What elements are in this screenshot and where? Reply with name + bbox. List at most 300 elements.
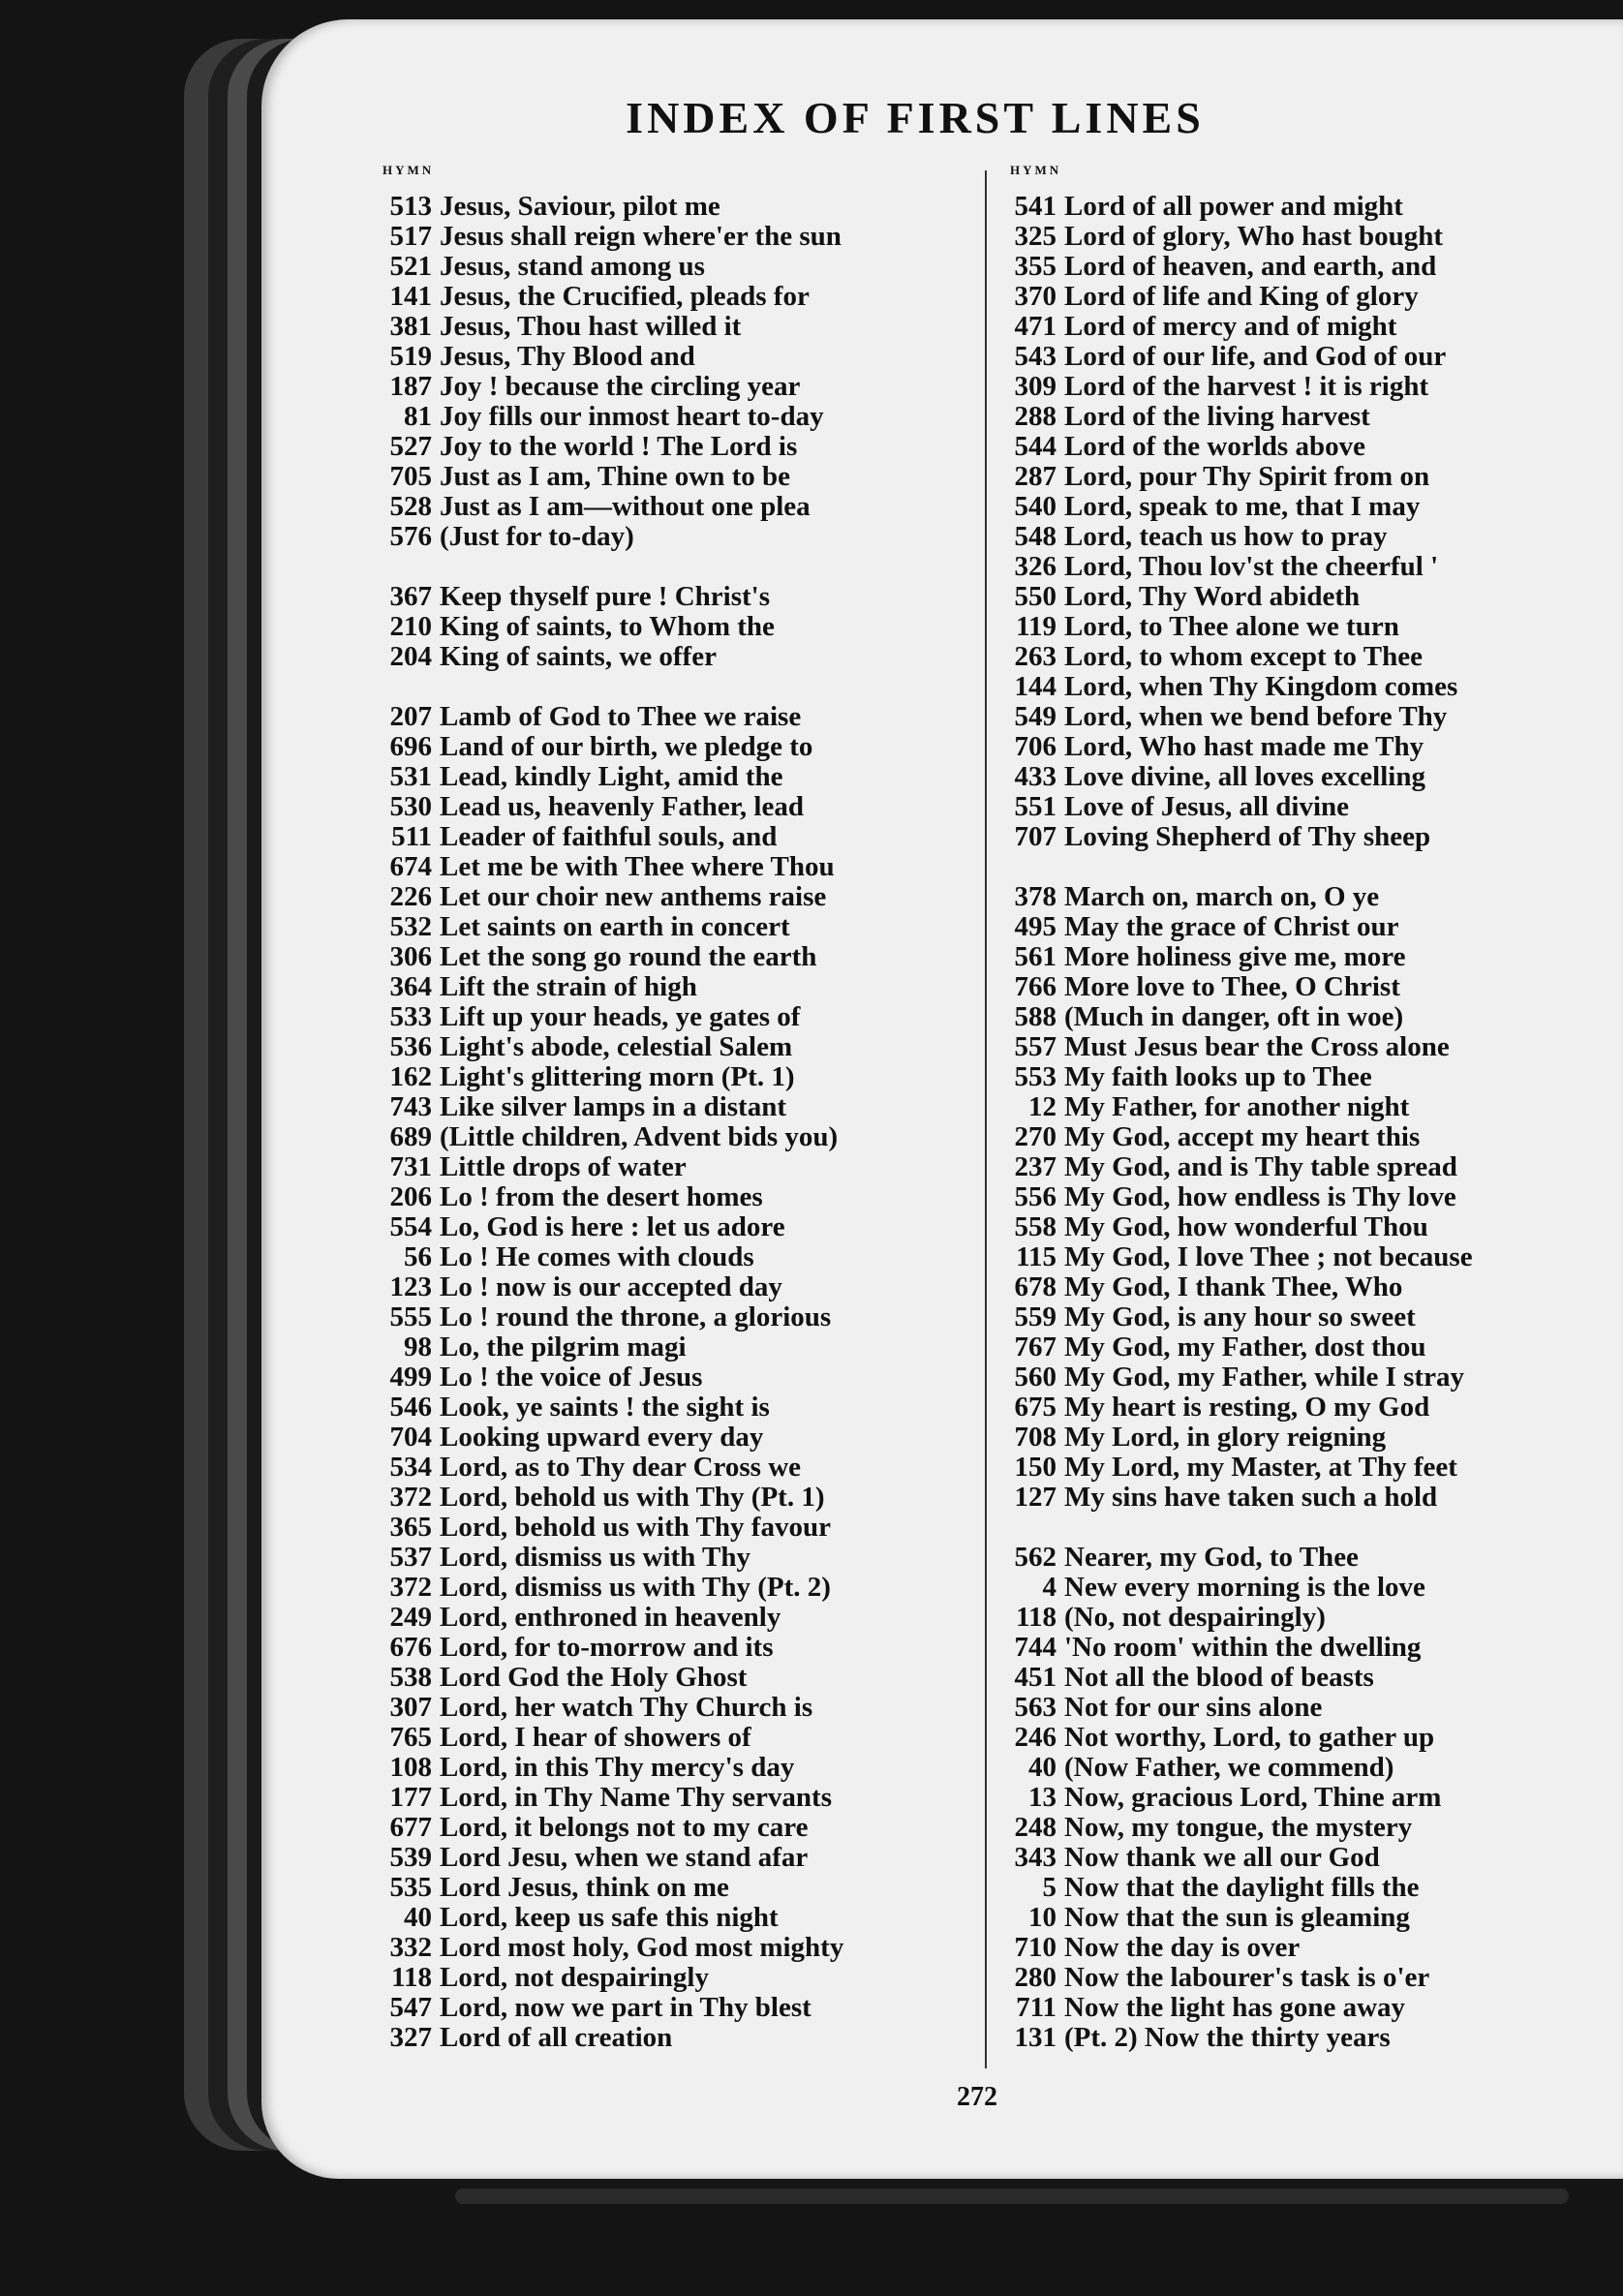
first-line: Lord, I hear of showers of bbox=[440, 1723, 751, 1753]
first-line: Now that the daylight fills the bbox=[1064, 1873, 1420, 1903]
hymn-number: 127 bbox=[1014, 1482, 1056, 1513]
index-entry bbox=[993, 912, 1612, 942]
first-line: Lord, enthroned in heavenly bbox=[440, 1603, 781, 1633]
first-line: Lord, now we part in Thy blest bbox=[440, 1993, 812, 2023]
index-entry bbox=[368, 1573, 978, 1603]
hymn-number: 674 bbox=[389, 851, 432, 882]
index-entry bbox=[368, 1453, 978, 1483]
first-line: Lord of all power and might bbox=[1064, 192, 1403, 222]
first-line: (Just for to-day) bbox=[440, 522, 634, 552]
index-entry bbox=[993, 312, 1612, 342]
index-entry bbox=[993, 462, 1612, 492]
hymn-number: 381 bbox=[389, 311, 432, 342]
hymn-number: 5 bbox=[1042, 1872, 1056, 1903]
first-line: Lord of the worlds above bbox=[1064, 432, 1365, 462]
first-line: More holiness give me, more bbox=[1064, 942, 1406, 972]
first-line: Let the song go round the earth bbox=[440, 942, 817, 972]
index-entry bbox=[368, 1242, 978, 1272]
hymn-number: 177 bbox=[389, 1782, 432, 1813]
index-entry bbox=[993, 252, 1612, 282]
hymn-number: 708 bbox=[1014, 1422, 1056, 1453]
hymn-number: 433 bbox=[1014, 761, 1056, 792]
index-entry bbox=[993, 492, 1612, 522]
first-line: Jesus, Thou hast willed it bbox=[440, 312, 742, 342]
first-line: Lo ! He comes with clouds bbox=[440, 1242, 754, 1272]
hymn-number: 13 bbox=[1028, 1782, 1056, 1813]
index-entry bbox=[993, 1483, 1612, 1513]
index-entry bbox=[368, 582, 978, 612]
page-bottom-edge bbox=[455, 2189, 1569, 2204]
first-line: My Father, for another night bbox=[1064, 1092, 1410, 1122]
first-line: Lord, speak to me, that I may bbox=[1064, 492, 1421, 522]
column-heading-right: HYMN bbox=[1010, 163, 1062, 177]
hymn-number: 98 bbox=[404, 1332, 432, 1362]
index-entry bbox=[993, 1903, 1612, 1933]
first-line: My heart is resting, O my God bbox=[1064, 1393, 1430, 1423]
hymn-number: 187 bbox=[389, 371, 432, 402]
first-line: Lord of all creation bbox=[440, 2023, 673, 2053]
first-line: Love of Jesus, all divine bbox=[1064, 792, 1350, 822]
index-entry bbox=[993, 1152, 1612, 1182]
hymn-number: 378 bbox=[1014, 881, 1056, 912]
hymn-number: 537 bbox=[389, 1542, 432, 1573]
first-line: My God, how wonderful Thou bbox=[1064, 1212, 1428, 1242]
first-line: Lord, behold us with Thy favour bbox=[440, 1513, 831, 1543]
hymn-number: 539 bbox=[389, 1842, 432, 1873]
index-entry bbox=[368, 1423, 978, 1453]
first-line: My faith looks up to Thee bbox=[1064, 1062, 1372, 1092]
first-line: Lord of mercy and of might bbox=[1064, 312, 1397, 342]
index-entry bbox=[368, 912, 978, 942]
index-entry bbox=[993, 1182, 1612, 1212]
first-line: Lord, to Thee alone we turn bbox=[1064, 612, 1399, 642]
first-line: Jesus, Saviour, pilot me bbox=[440, 192, 720, 222]
first-line: My sins have taken such a hold bbox=[1064, 1483, 1438, 1513]
hymn-number: 207 bbox=[389, 701, 432, 732]
hymn-number: 118 bbox=[391, 1962, 432, 1993]
index-entry bbox=[993, 1302, 1612, 1332]
first-line: Lo ! round the throne, a glorious bbox=[440, 1302, 832, 1332]
first-line: Lord of heaven, and earth, and bbox=[1064, 252, 1437, 282]
hymn-number: 556 bbox=[1014, 1181, 1056, 1212]
index-entry bbox=[368, 1783, 978, 1813]
index-entry bbox=[993, 762, 1612, 792]
first-line: Lord, when Thy Kingdom comes bbox=[1064, 672, 1458, 702]
hymn-number: 131 bbox=[1014, 2022, 1056, 2053]
first-line: Lord, behold us with Thy (Pt. 1) bbox=[440, 1483, 825, 1513]
hymn-number: 544 bbox=[1014, 431, 1056, 462]
hymn-number: 246 bbox=[1014, 1722, 1056, 1753]
index-entry bbox=[993, 552, 1612, 582]
hymn-number: 270 bbox=[1014, 1121, 1056, 1152]
index-entry bbox=[993, 1663, 1612, 1693]
hymn-number: 141 bbox=[389, 281, 432, 312]
index-entry bbox=[993, 1212, 1612, 1242]
index-entry bbox=[368, 522, 978, 552]
index-entry bbox=[368, 1152, 978, 1182]
hymn-number: 471 bbox=[1014, 311, 1056, 342]
hymn-number: 696 bbox=[389, 731, 432, 762]
index-entry bbox=[368, 1663, 978, 1693]
hymn-number: 280 bbox=[1014, 1962, 1056, 1993]
first-line: Lord, when we bend before Thy bbox=[1064, 702, 1448, 732]
hymn-number: 10 bbox=[1028, 1902, 1056, 1933]
hymn-number: 513 bbox=[389, 191, 432, 222]
index-entry bbox=[993, 972, 1612, 1002]
first-line: Now the labourer's task is o'er bbox=[1064, 1963, 1430, 1993]
index-entry bbox=[368, 342, 978, 372]
hymn-number: 511 bbox=[391, 821, 432, 852]
first-line: Lead, kindly Light, amid the bbox=[440, 762, 783, 792]
hymn-number: 549 bbox=[1014, 701, 1056, 732]
index-entry bbox=[993, 372, 1612, 402]
index-entry bbox=[993, 1332, 1612, 1362]
first-line: Not all the blood of beasts bbox=[1064, 1663, 1374, 1693]
index-entry bbox=[993, 192, 1612, 222]
section-gap bbox=[993, 852, 1612, 882]
hymn-number: 706 bbox=[1014, 731, 1056, 762]
index-entry bbox=[993, 1423, 1612, 1453]
hymn-number: 766 bbox=[1014, 971, 1056, 1002]
hymn-number: 555 bbox=[389, 1301, 432, 1332]
first-line: New every morning is the love bbox=[1064, 1573, 1425, 1603]
first-line: My God, accept my heart this bbox=[1064, 1122, 1421, 1152]
hymn-number: 705 bbox=[389, 461, 432, 492]
first-line: Jesus shall reign where'er the sun bbox=[440, 222, 842, 252]
hymn-number: 521 bbox=[389, 251, 432, 282]
hymn-number: 367 bbox=[389, 581, 432, 612]
index-entry bbox=[368, 642, 978, 672]
hymn-number: 249 bbox=[389, 1602, 432, 1633]
index-entry bbox=[993, 2023, 1612, 2053]
hymn-number: 534 bbox=[389, 1452, 432, 1483]
index-entry bbox=[993, 942, 1612, 972]
index-entry bbox=[368, 1963, 978, 1993]
first-line: My Lord, in glory reigning bbox=[1064, 1423, 1387, 1453]
first-line: Let me be with Thee where Thou bbox=[440, 852, 835, 882]
index-entry bbox=[368, 1483, 978, 1513]
first-line: Lord, Thy Word abideth bbox=[1064, 582, 1361, 612]
index-entry bbox=[368, 1843, 978, 1873]
hymn-number: 365 bbox=[389, 1512, 432, 1543]
index-entry bbox=[993, 1633, 1612, 1663]
hymn-number: 237 bbox=[1014, 1151, 1056, 1182]
index-entry bbox=[368, 1813, 978, 1843]
hymn-number: 562 bbox=[1014, 1542, 1056, 1573]
first-line: Lo ! the voice of Jesus bbox=[440, 1362, 703, 1393]
index-entry bbox=[368, 2023, 978, 2053]
index-entry bbox=[993, 402, 1612, 432]
first-line: My God, I thank Thee, Who bbox=[1064, 1272, 1403, 1302]
first-line: Lord of the harvest ! it is right bbox=[1064, 372, 1429, 402]
first-line: King of saints, to Whom the bbox=[440, 612, 775, 642]
first-line: Lo ! now is our accepted day bbox=[440, 1272, 782, 1302]
first-line: Love divine, all loves excelling bbox=[1064, 762, 1425, 792]
first-line: Now, my tongue, the mystery bbox=[1064, 1813, 1413, 1843]
index-entry bbox=[368, 1212, 978, 1242]
hymn-number: 332 bbox=[389, 1932, 432, 1963]
first-line: Land of our birth, we pledge to bbox=[440, 732, 813, 762]
index-entry bbox=[368, 1603, 978, 1633]
index-entry bbox=[368, 762, 978, 792]
index-entry bbox=[993, 522, 1612, 552]
first-line: Joy ! because the circling year bbox=[440, 372, 801, 402]
index-entry bbox=[368, 792, 978, 822]
index-entry bbox=[993, 1242, 1612, 1272]
index-entry bbox=[368, 1032, 978, 1062]
hymn-number: 550 bbox=[1014, 581, 1056, 612]
index-entry bbox=[368, 1873, 978, 1903]
hymn-number: 309 bbox=[1014, 371, 1056, 402]
first-line: Joy to the world ! The Lord is bbox=[440, 432, 798, 462]
first-line: Lamb of God to Thee we raise bbox=[440, 702, 802, 732]
index-entry bbox=[993, 1993, 1612, 2023]
index-entry bbox=[993, 1362, 1612, 1393]
hymn-number: 263 bbox=[1014, 641, 1056, 672]
hymn-number: 372 bbox=[389, 1482, 432, 1513]
index-entry bbox=[993, 642, 1612, 672]
hymn-number: 765 bbox=[389, 1722, 432, 1753]
hymn-number: 451 bbox=[1014, 1662, 1056, 1693]
index-entry bbox=[993, 1002, 1612, 1032]
hymn-number: 533 bbox=[389, 1001, 432, 1032]
first-line: (Little children, Advent bids you) bbox=[440, 1122, 839, 1152]
first-line: Lord, dismiss us with Thy (Pt. 2) bbox=[440, 1573, 831, 1603]
index-entry bbox=[368, 1002, 978, 1032]
index-entry bbox=[368, 1362, 978, 1393]
first-line: Lord, dismiss us with Thy bbox=[440, 1543, 750, 1573]
first-line: Lord of the living harvest bbox=[1064, 402, 1370, 432]
index-entry bbox=[368, 822, 978, 852]
hymn-number: 707 bbox=[1014, 821, 1056, 852]
first-line: My God, my Father, while I stray bbox=[1064, 1362, 1464, 1393]
hymn-number: 206 bbox=[389, 1181, 432, 1212]
hymn-number: 676 bbox=[389, 1632, 432, 1663]
hymn-number: 119 bbox=[1016, 611, 1056, 642]
hymn-number: 538 bbox=[389, 1662, 432, 1693]
first-line: (Now Father, we commend) bbox=[1064, 1753, 1394, 1783]
index-entry bbox=[368, 492, 978, 522]
index-column-right bbox=[993, 192, 1612, 2053]
first-line: Lord, her watch Thy Church is bbox=[440, 1693, 813, 1723]
hymn-number: 678 bbox=[1014, 1271, 1056, 1302]
first-line: Lord, in this Thy mercy's day bbox=[440, 1753, 795, 1783]
hymn-number: 553 bbox=[1014, 1061, 1056, 1092]
index-entry bbox=[993, 1693, 1612, 1723]
index-entry bbox=[368, 312, 978, 342]
index-entry bbox=[368, 1993, 978, 2023]
first-line: Leader of faithful souls, and bbox=[440, 822, 778, 852]
hymn-number: 558 bbox=[1014, 1211, 1056, 1242]
hymn-number: 115 bbox=[1016, 1241, 1056, 1272]
index-entry bbox=[368, 942, 978, 972]
hymn-number: 551 bbox=[1014, 791, 1056, 822]
first-line: Let saints on earth in concert bbox=[440, 912, 790, 942]
first-line: March on, march on, O ye bbox=[1064, 882, 1380, 912]
hymn-number: 495 bbox=[1014, 911, 1056, 942]
hymn-number: 81 bbox=[404, 401, 432, 432]
index-entry bbox=[368, 882, 978, 912]
first-line: Lord, Who hast made me Thy bbox=[1064, 732, 1424, 762]
hymn-number: 150 bbox=[1014, 1452, 1056, 1483]
index-entry bbox=[368, 432, 978, 462]
hymn-number: 576 bbox=[389, 521, 432, 552]
index-entry bbox=[368, 612, 978, 642]
first-line: Not worthy, Lord, to gather up bbox=[1064, 1723, 1435, 1753]
first-line: Lord, to whom except to Thee bbox=[1064, 642, 1423, 672]
hymn-number: 675 bbox=[1014, 1392, 1056, 1423]
hymn-number: 108 bbox=[389, 1752, 432, 1783]
first-line: (Pt. 2) Now the thirty years bbox=[1064, 2023, 1391, 2053]
hymn-number: 288 bbox=[1014, 401, 1056, 432]
first-line: Not for our sins alone bbox=[1064, 1693, 1323, 1723]
hymn-number: 535 bbox=[389, 1872, 432, 1903]
index-entry bbox=[368, 1122, 978, 1152]
first-line: Now the day is over bbox=[1064, 1933, 1301, 1963]
index-entry bbox=[993, 1963, 1612, 1993]
hymn-number: 56 bbox=[404, 1241, 432, 1272]
index-entry bbox=[368, 1062, 978, 1092]
first-line: Now, gracious Lord, Thine arm bbox=[1064, 1783, 1442, 1813]
hymn-number: 548 bbox=[1014, 521, 1056, 552]
first-line: My God, and is Thy table spread bbox=[1064, 1152, 1457, 1182]
index-column-left bbox=[368, 192, 978, 2053]
hymn-number: 677 bbox=[389, 1812, 432, 1843]
index-entry bbox=[993, 1122, 1612, 1152]
index-entry bbox=[993, 1723, 1612, 1753]
index-entry bbox=[993, 342, 1612, 372]
index-entry bbox=[993, 1453, 1612, 1483]
first-line: Lift up your heads, ye gates of bbox=[440, 1002, 801, 1032]
index-entry bbox=[368, 1272, 978, 1302]
first-line: Lift the strain of high bbox=[440, 972, 697, 1002]
first-line: Just as I am—without one plea bbox=[440, 492, 811, 522]
index-entry bbox=[993, 1062, 1612, 1092]
index-entry bbox=[368, 282, 978, 312]
index-entry bbox=[993, 222, 1612, 252]
index-entry bbox=[993, 732, 1612, 762]
first-line: Now that the sun is gleaming bbox=[1064, 1903, 1410, 1933]
hymn-number: 326 bbox=[1014, 551, 1056, 582]
hymn-number: 561 bbox=[1014, 941, 1056, 972]
first-line: Lord, for to-morrow and its bbox=[440, 1633, 774, 1663]
hymn-number: 710 bbox=[1014, 1932, 1056, 1963]
first-line: My God, I love Thee ; not because bbox=[1064, 1242, 1473, 1272]
hymn-number: 541 bbox=[1014, 191, 1056, 222]
hymn-number: 731 bbox=[389, 1151, 432, 1182]
index-entry bbox=[993, 432, 1612, 462]
hymn-number: 547 bbox=[389, 1992, 432, 2023]
hymn-number: 519 bbox=[389, 341, 432, 372]
hymn-number: 307 bbox=[389, 1692, 432, 1723]
hymn-number: 704 bbox=[389, 1422, 432, 1453]
index-entry bbox=[368, 852, 978, 882]
first-line: Jesus, the Crucified, pleads for bbox=[440, 282, 810, 312]
hymn-number: 743 bbox=[389, 1091, 432, 1122]
hymn-number: 536 bbox=[389, 1031, 432, 1062]
hymn-number: 528 bbox=[389, 491, 432, 522]
first-line: Lord God the Holy Ghost bbox=[440, 1663, 748, 1693]
first-line: Lord, it belongs not to my care bbox=[440, 1813, 809, 1843]
hymn-number: 210 bbox=[389, 611, 432, 642]
first-line: Now the light has gone away bbox=[1064, 1993, 1406, 2023]
index-entry bbox=[993, 672, 1612, 702]
hymn-number: 532 bbox=[389, 911, 432, 942]
index-entry bbox=[368, 1393, 978, 1423]
index-entry bbox=[368, 402, 978, 432]
index-entry bbox=[993, 1783, 1612, 1813]
first-line: Lord Jesus, think on me bbox=[440, 1873, 729, 1903]
first-line: Lord, pour Thy Spirit from on bbox=[1064, 462, 1430, 492]
hymn-number: 560 bbox=[1014, 1362, 1056, 1393]
index-entry bbox=[368, 702, 978, 732]
index-entry bbox=[368, 1693, 978, 1723]
first-line: Now thank we all our God bbox=[1064, 1843, 1380, 1873]
hymn-number: 557 bbox=[1014, 1031, 1056, 1062]
first-line: Lord, Thou lov'st the cheerful ' bbox=[1064, 552, 1439, 582]
hymn-number: 554 bbox=[389, 1211, 432, 1242]
first-line: Loving Shepherd of Thy sheep bbox=[1064, 822, 1431, 852]
index-entry bbox=[368, 1302, 978, 1332]
index-entry bbox=[368, 372, 978, 402]
first-line: Let our choir new anthems raise bbox=[440, 882, 827, 912]
first-line: Little drops of water bbox=[440, 1152, 687, 1182]
first-line: Lord Jesu, when we stand afar bbox=[440, 1843, 809, 1873]
column-divider bbox=[985, 170, 987, 2068]
hymn-number: 527 bbox=[389, 431, 432, 462]
first-line: Nearer, my God, to Thee bbox=[1064, 1543, 1359, 1573]
first-line: May the grace of Christ our bbox=[1064, 912, 1399, 942]
index-entry bbox=[368, 1723, 978, 1753]
index-entry bbox=[368, 1543, 978, 1573]
index-entry bbox=[993, 882, 1612, 912]
first-line: Jesus, stand among us bbox=[440, 252, 705, 282]
first-line: (No, not despairingly) bbox=[1064, 1603, 1326, 1633]
index-entry bbox=[368, 1332, 978, 1362]
index-entry bbox=[993, 822, 1612, 852]
index-entry bbox=[368, 1182, 978, 1212]
first-line: More love to Thee, O Christ bbox=[1064, 972, 1400, 1002]
first-line: Lo, the pilgrim magi bbox=[440, 1332, 687, 1362]
first-line: Joy fills our inmost heart to-day bbox=[440, 402, 824, 432]
hymn-number: 162 bbox=[389, 1061, 432, 1092]
first-line: King of saints, we offer bbox=[440, 642, 717, 672]
hymn-number: 4 bbox=[1042, 1572, 1056, 1603]
hymn-number: 248 bbox=[1014, 1812, 1056, 1843]
hymn-number: 327 bbox=[389, 2022, 432, 2053]
index-entry bbox=[368, 1933, 978, 1963]
first-line: Just as I am, Thine own to be bbox=[440, 462, 791, 492]
first-line: Lo, God is here : let us adore bbox=[440, 1212, 785, 1242]
first-line: Lord most holy, God most mighty bbox=[440, 1933, 844, 1963]
hymn-number: 531 bbox=[389, 761, 432, 792]
hymn-number: 343 bbox=[1014, 1842, 1056, 1873]
index-entry bbox=[993, 1543, 1612, 1573]
page-number: 272 bbox=[957, 2082, 997, 2112]
first-line: My God, how endless is Thy love bbox=[1064, 1182, 1456, 1212]
index-entry bbox=[993, 1272, 1612, 1302]
section-gap bbox=[368, 672, 978, 702]
first-line: Light's abode, celestial Salem bbox=[440, 1032, 793, 1062]
index-entry bbox=[993, 1603, 1612, 1633]
index-entry bbox=[368, 1633, 978, 1663]
index-entry bbox=[993, 582, 1612, 612]
index-entry bbox=[993, 792, 1612, 822]
index-entry bbox=[368, 732, 978, 762]
hymn-number: 325 bbox=[1014, 221, 1056, 252]
hymn-number: 546 bbox=[389, 1392, 432, 1423]
hymn-number: 744 bbox=[1014, 1632, 1056, 1663]
